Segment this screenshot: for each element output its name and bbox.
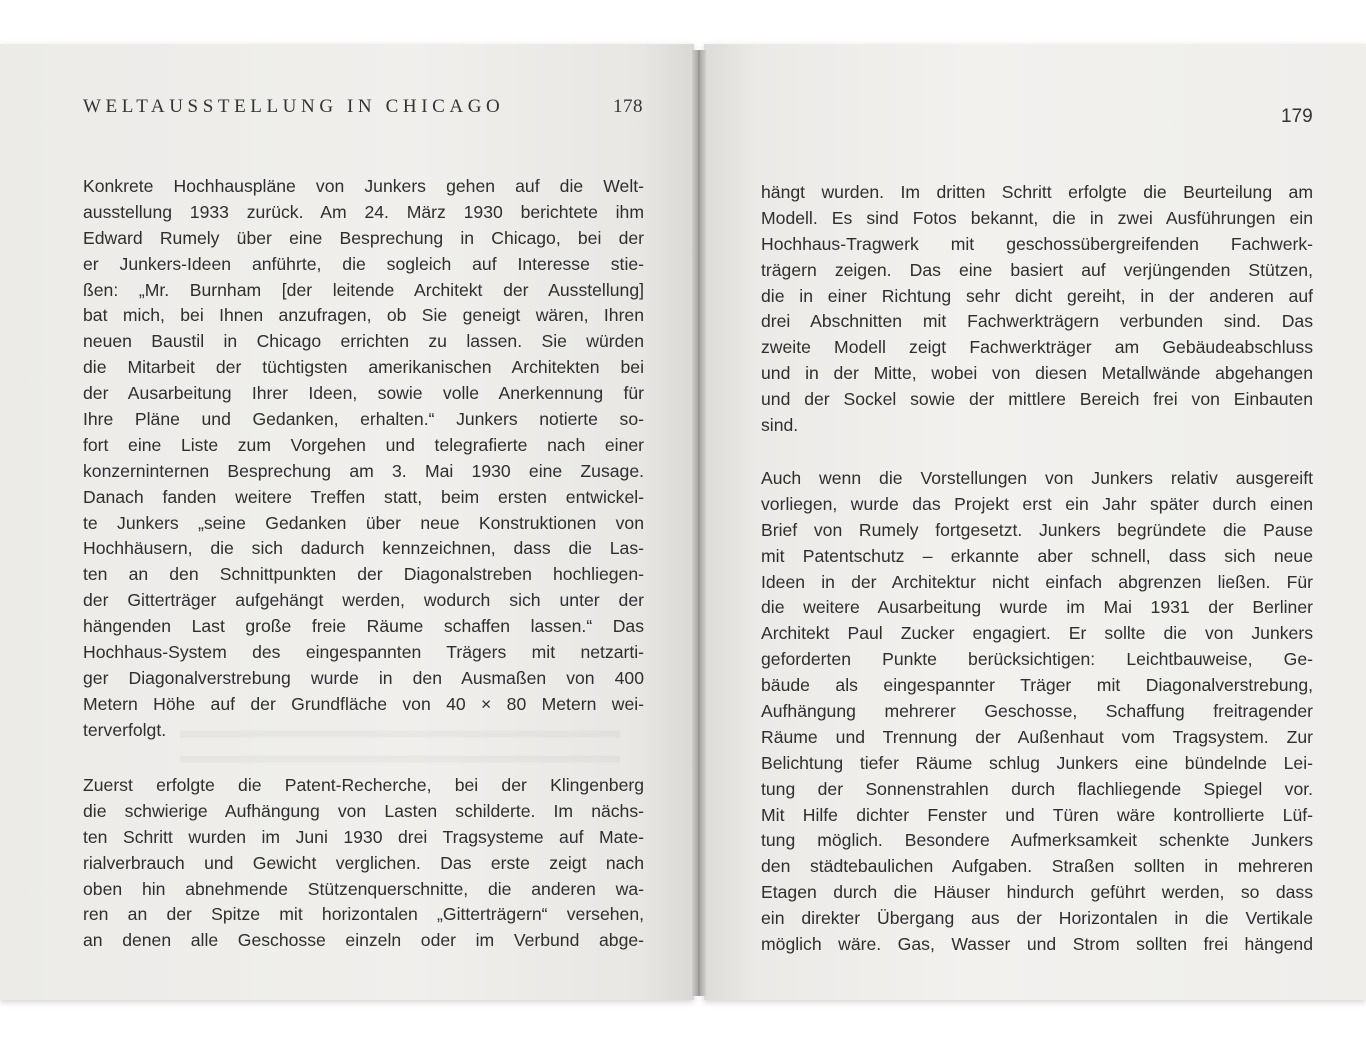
text-line: Ihre Pläne und Gedanken, erhalten.“ Junkers notierte so-: [83, 409, 644, 430]
text-line: Belichtung tiefer Räume schlug Junkers eine bündelnde Lei-: [761, 752, 1313, 773]
text-line: Mit Hilfe dichter Fenster und Türen wäre kontrollierte Lüf-: [761, 804, 1313, 825]
text-line: rialverbrauch und Gewicht verglichen. Das erste zeigt nach: [83, 852, 644, 873]
text-line: Brief von Rumely fortgesetzt. Junkers begründete die Pause: [761, 519, 1313, 540]
text-line: Ideen in der Architektur nicht einfach abgrenzen ließen. Für: [761, 571, 1313, 592]
book-gutter: [692, 50, 706, 996]
text-line: und der Sockel sowie der mittlere Bereich frei von Einbauten: [761, 389, 1313, 410]
text-line: ger Diagonalverstrebung wurde in den Ausmaßen von 400: [83, 667, 644, 688]
text-line: Zuerst erfolgte die Patent-Recherche, bei der Klingenberg: [83, 775, 644, 795]
right-paragraph-2: [761, 466, 1313, 958]
running-head-title: WELTAUSSTELLUNG IN CHICAGO: [83, 96, 505, 117]
text-line: ausstellung 1933 zurück. Am 24. März 1930 berichtete ihm: [83, 201, 644, 222]
text-line: er Junkers-Ideen anführte, die sogleich auf Interesse stie-: [83, 253, 644, 274]
text-line: bäude als eingespannter Träger mit Diagonalverstrebung,: [761, 675, 1313, 696]
text-line: möglich wäre. Gas, Wasser und Strom sollten frei hängend: [761, 934, 1313, 955]
text-line: hängenden Last große freie Räume schaffen lassen.“ Das: [83, 616, 644, 637]
text-line: neuen Baustil in Chicago errichten zu lassen. Sie würden: [83, 331, 644, 352]
text-line: Modell. Es sind Fotos bekannt, die in zwei Ausführungen ein: [761, 207, 1313, 228]
text-line: ßen: „Mr. Burnham [der leitende Architekt der Ausstellung]: [83, 279, 644, 300]
text-line: der Gitterträger aufgehängt werden, wodurch sich unter der: [83, 590, 644, 611]
text-line: Metern Höhe auf der Grundfläche von 40 × 80 Metern wei-: [83, 693, 644, 714]
text-line: Architekt Paul Zucker engagiert. Er sollte die von Junkers: [761, 623, 1313, 644]
text-line: an denen alle Geschosse einzeln oder im Verbund abge-: [83, 930, 644, 951]
text-line: te Junkers „seine Gedanken über neue Konstruktionen von: [83, 512, 644, 533]
text-line: die weitere Ausarbeitung wurde im Mai 1931 der Berliner: [761, 597, 1313, 618]
text-line: ren an der Spitze mit horizontalen „Gitterträgern“ versehen,: [83, 904, 644, 925]
text-line: bat mich, bei Ihnen anzufragen, ob Sie geneigt wären, Ihren: [83, 305, 644, 326]
text-line: und in der Mitte, wobei von diesen Metallwände abgehangen: [761, 363, 1313, 384]
text-line: drei Abschnitten mit Fachwerkträgern verbunden sind. Das: [761, 311, 1313, 332]
text-line: tung der Sonnenstrahlen durch flachliegende Spiegel vor.: [761, 778, 1313, 799]
text-line: fort eine Liste zum Vorgehen und telegrafierte nach einer: [83, 434, 644, 455]
left-paragraph-2: [83, 773, 644, 954]
text-line: Hochhäusern, die sich dadurch kennzeichnen, dass die Las-: [83, 538, 644, 559]
text-line: Räume und Trennung der Außenhaut vom Tragsystem. Zur: [761, 726, 1313, 747]
text-line: ten Schritt wurden im Juni 1930 drei Tragsysteme auf Mate-: [83, 826, 644, 847]
text-line: den städtebaulichen Aufgaben. Straßen sollten in mehreren: [761, 856, 1313, 877]
text-line: hängt wurden. Im dritten Schritt erfolgte die Beurteilung am: [761, 182, 1313, 202]
text-line: Aufhängung mehrerer Geschosse, Schaffung freitragender: [761, 701, 1313, 722]
text-line: Edward Rumely über eine Besprechung in Chicago, bei der: [83, 227, 644, 248]
text-line: sind.: [761, 415, 799, 436]
text-line: Konkrete Hochhauspläne von Junkers gehen auf die Welt-: [83, 176, 644, 196]
text-line: Etagen durch die Häuser hindurch geführt werden, so dass: [761, 882, 1313, 903]
text-line: vorliegen, wurde das Projekt erst ein Jahr später durch einen: [761, 493, 1313, 514]
left-page-number: 178: [613, 96, 643, 117]
running-head: [83, 96, 643, 120]
text-line: zweite Modell zeigt Fachwerkträger am Gebäudeabschluss: [761, 337, 1313, 358]
text-line: trägern zeigen. Das eine basiert auf verjüngenden Stützen,: [761, 259, 1313, 280]
text-line: mit Patentschutz – erkannte aber schnell, dass sich neue: [761, 545, 1313, 566]
right-page-number: 179: [1281, 106, 1313, 127]
text-line: Danach fanden weitere Treffen statt, beim ersten entwickel-: [83, 486, 644, 507]
text-line: die Mitarbeit der tüchtigsten amerikanischen Architekten bei: [83, 357, 644, 378]
text-line: Hochhaus-Tragwerk mit geschossübergreifenden Fachwerk-: [761, 233, 1313, 254]
text-line: Auch wenn die Vorstellungen von Junkers relativ ausgereift: [761, 468, 1313, 488]
text-line: ten an den Schnittpunkten der Diagonalstreben hochliegen-: [83, 564, 644, 585]
text-line: tung möglich. Besondere Aufmerksamkeit schenkte Junkers: [761, 830, 1313, 851]
text-line: der Ausarbeitung Ihrer Ideen, sowie volle Anerkennung für: [83, 383, 644, 404]
text-line: geforderten Punkte berücksichtigen: Leichtbauweise, Ge-: [761, 649, 1313, 670]
text-line: terverfolgt.: [83, 719, 167, 740]
left-paragraph-1: [83, 174, 644, 744]
text-line: die in einer Richtung sehr dicht gereiht, in der anderen auf: [761, 285, 1313, 306]
text-line: konzerninternen Besprechung am 3. Mai 1930 eine Zusage.: [83, 460, 644, 481]
text-line: ein direkter Übergang aus der Horizontalen in die Vertikale: [761, 908, 1313, 929]
text-line: Hochhaus-System des eingespannten Trägers mit netzarti-: [83, 642, 644, 663]
text-line: die schwierige Aufhängung von Lasten schilderte. Im nächs-: [83, 800, 644, 821]
text-line: oben hin abnehmende Stützenquerschnitte, die anderen wa-: [83, 878, 644, 899]
right-paragraph-1: [761, 180, 1313, 439]
